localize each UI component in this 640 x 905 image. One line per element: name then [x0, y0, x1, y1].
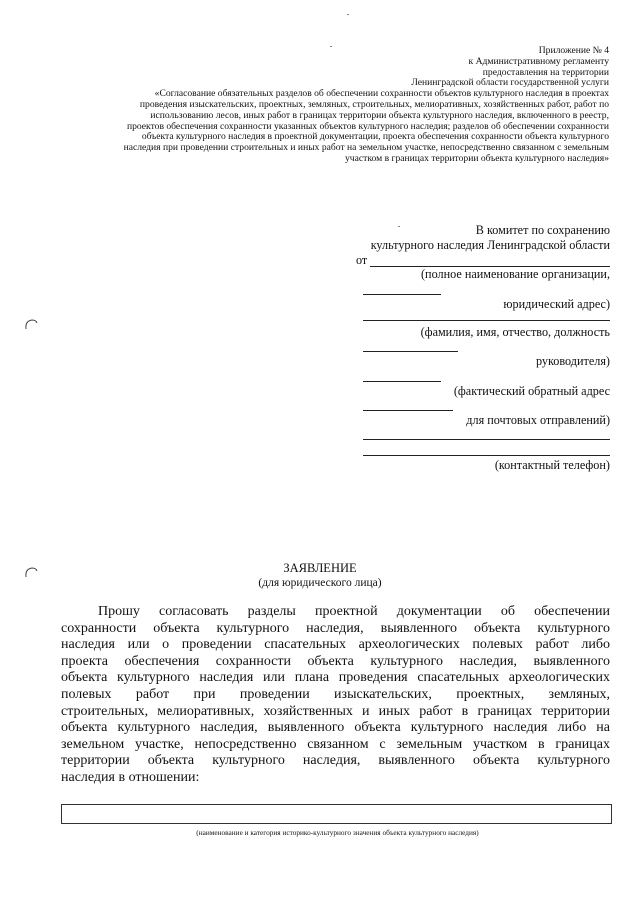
- field-hint: руководителя): [535, 354, 610, 368]
- field-hint: юридический адрес): [503, 297, 610, 311]
- statement-body: [61, 604, 610, 787]
- appendix-line: к Административному регламенту: [468, 55, 609, 67]
- heritage-object-input[interactable]: [61, 804, 612, 824]
- punch-hole-mark: [24, 318, 38, 332]
- postal-address-input-line-2[interactable]: [363, 439, 610, 440]
- field-hint: (контактный телефон): [494, 458, 610, 472]
- body-line: земельном участке, непосредственно связанном с земельным участком в границах: [61, 736, 610, 752]
- body-line: наследия в отношении:: [61, 769, 200, 785]
- body-line: Прошу согласовать разделы проектной документации об обеспечении: [98, 604, 610, 619]
- field-hint: (фамилия, имя, отчество, должность: [420, 325, 610, 339]
- appendix-line: наследия при проведении строительных и иных работ на земельном участке, непосредственно связанном с земельным: [123, 142, 609, 154]
- appendix-header: [49, 46, 609, 165]
- phone-input-line[interactable]: [363, 455, 610, 456]
- body-line: территории объекта культурного наследия, выявленного объекта культурного: [61, 753, 610, 769]
- recipient-line: культурного наследия Ленинградской области: [370, 238, 610, 252]
- scan-dot: [398, 226, 400, 227]
- head-position-input-line[interactable]: [363, 381, 441, 382]
- appendix-line: использованию лесов, иных работ в границах территории объекта культурного наследия, включенного в реестр,: [150, 109, 609, 121]
- legal-address-input-line[interactable]: [363, 320, 610, 321]
- field-hint: (фактический обратный адрес: [453, 384, 610, 398]
- scan-dot: [347, 14, 349, 15]
- field-hint: для почтовых отправлений): [466, 413, 610, 427]
- body-line: наследия или о проведении спасательных археологических полевых работ либо: [61, 637, 610, 653]
- body-line: объекта культурного наследия, выявленного объекта культурного наследия либо на: [61, 720, 610, 736]
- appendix-line: предоставления на территории: [482, 66, 609, 78]
- appendix-line: «Согласование обязательных разделов об обеспечении сохранности объектов культурного наследия в проектах: [154, 88, 609, 100]
- field-hint: (полное наименование организации,: [421, 267, 610, 281]
- heritage-object-caption: (наименование и категория историко-культурного значения объекта культурного наследия): [196, 828, 479, 837]
- body-line: сохранности объекта культурного наследия, выявленного объекта культурного: [61, 620, 610, 636]
- appendix-line: объекта культурного наследия в проектной документации, проекта обеспечения сохранности объекта культурного: [141, 131, 609, 143]
- appendix-line: проектов обеспечения сохранности указанных объектов культурного наследия; разделов об обеспечении сохранности: [126, 120, 609, 132]
- body-line: объекта культурного наследия или плана проведения спасательных археологических: [61, 670, 610, 686]
- appendix-line: Ленинградской области государственной услуги: [411, 77, 609, 89]
- body-line: полевых работ при проведении изыскательских, проектных, земляных,: [61, 686, 610, 702]
- from-label: от: [356, 253, 368, 267]
- appendix-number: Приложение № 4: [538, 45, 609, 56]
- appendix-line: участком в границах территории объекта культурного наследия»: [345, 152, 609, 164]
- org-input-line[interactable]: [363, 294, 441, 295]
- head-name-input-line[interactable]: [363, 351, 458, 352]
- postal-address-input-line[interactable]: [363, 410, 453, 411]
- body-line: проекта обеспечения сохранности объекта культурного наследия, выявленного: [61, 653, 610, 669]
- statement-title: ЗАЯВЛЕНИЕ: [283, 561, 357, 575]
- recipient-line: В комитет по сохранению: [475, 223, 610, 237]
- body-line: строительных, мелиоративных, хозяйственных и иных работ в границах территории: [61, 703, 610, 719]
- appendix-line: проведения изыскательских, проектных, земляных, строительных, мелиоративных, хозяйственных работ, работ по: [139, 98, 609, 110]
- statement-subtitle: (для юридического лица): [258, 577, 382, 589]
